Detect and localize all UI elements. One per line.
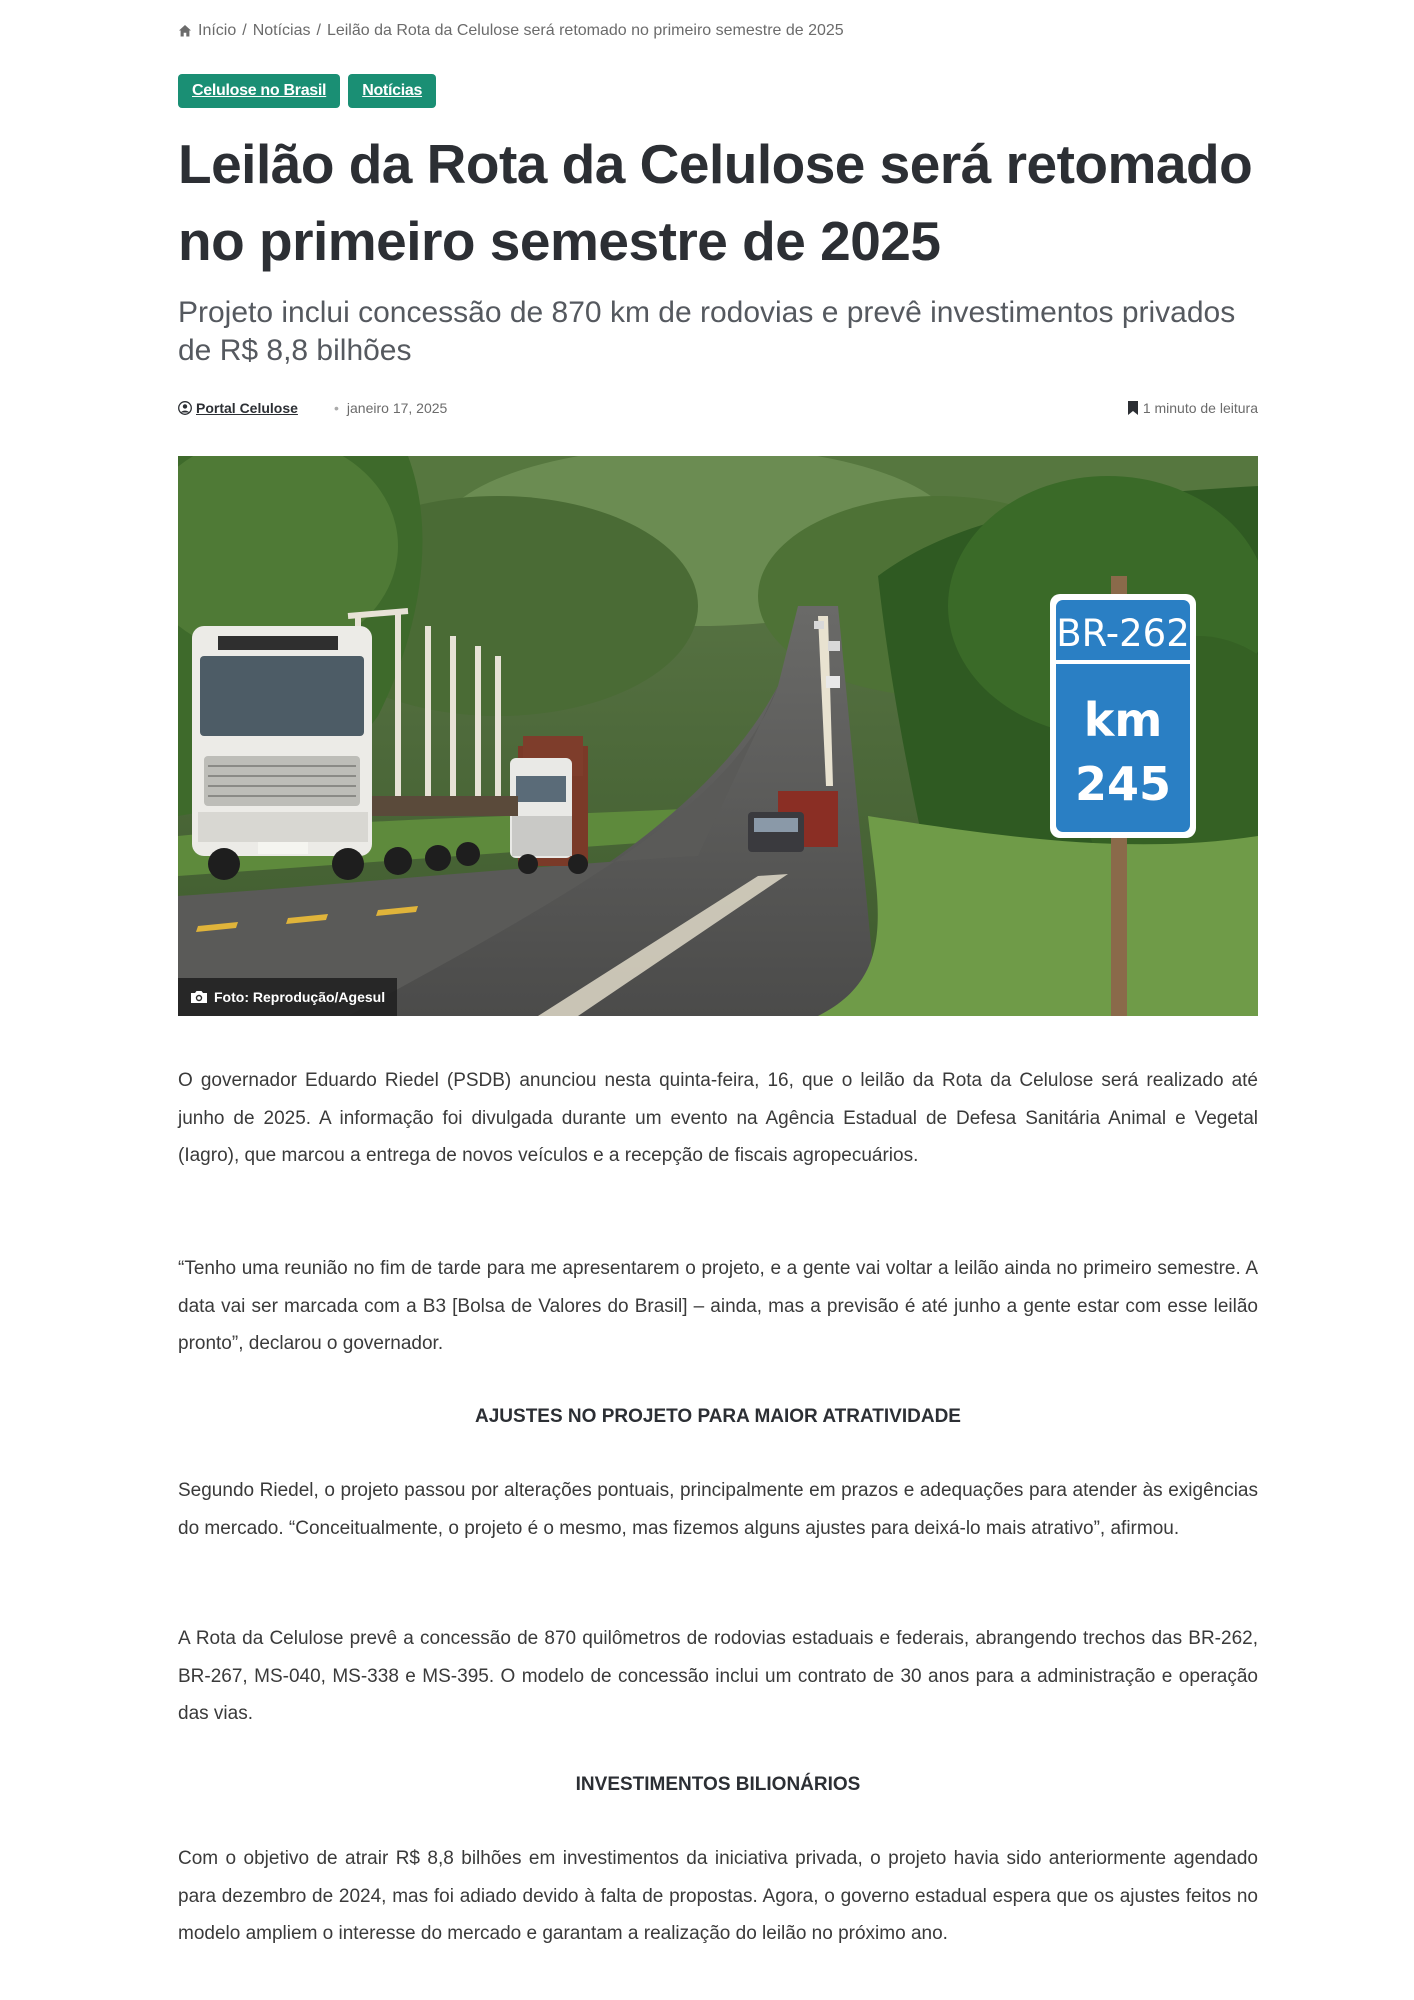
road-photo-illustration bbox=[178, 456, 1258, 1016]
reading-time-label: 1 minuto de leitura bbox=[1142, 400, 1258, 416]
breadcrumb-current: Leilão da Rota da Celulose será retomado no primeiro semestre de 2025 bbox=[326, 22, 844, 39]
article-paragraph: Com o objetivo de atrair R$ 8,8 bilhões em investimentos da iniciativa privada, o projeto havia sido anteriormente agendado para dezembro de 2024, mas foi adiado devido à falta de propostas. Agora, o governo estadual espera que os ajustes feitos no modelo ampliem o interesse do mercado e garantam a realização do leilão no próximo ano. bbox=[178, 1848, 1258, 1944]
article-subtitle: Projeto inclui concessão de 870 km de rodovias e prevê investimentos privados de R$ 8,8 bilhões bbox=[178, 296, 1236, 367]
image-caption bbox=[178, 978, 397, 1016]
article-paragraph: A Rota da Celulose prevê a concessão de 870 quilômetros de rodovias estaduais e federais, abrangendo trechos das BR-262, BR-267, MS-040, MS-338 e MS-395. O modelo de concessão inclui um contrato de 30 anos para a administração e operação das vias. bbox=[178, 1628, 1258, 1724]
article-paragraph: Segundo Riedel, o projeto passou por alterações pontuais, principalmente em prazos e adequações para atender às exigências do mercado. “Conceitualmente, o projeto é o mesmo, mas fizemos alguns ajustes para deixá-lo mais atrativo”, afirmou. bbox=[178, 1480, 1258, 1539]
reading-time bbox=[1127, 400, 1258, 416]
user-icon bbox=[178, 401, 192, 415]
sign-km-label: km bbox=[1083, 693, 1163, 747]
section-heading: AJUSTES NO PROJETO PARA MAIOR ATRATIVIDADE bbox=[475, 1406, 961, 1427]
breadcrumb bbox=[178, 20, 844, 42]
sign-road-number: BR-262 bbox=[1056, 612, 1190, 655]
breadcrumb-separator: / bbox=[242, 22, 247, 39]
featured-image bbox=[178, 456, 1258, 1016]
author-link[interactable] bbox=[178, 400, 298, 416]
breadcrumb-news-link[interactable]: Notícias bbox=[252, 22, 311, 39]
article-title: Leilão da Rota da Celulose será retomado no primeiro semestre de 2025 bbox=[178, 133, 1253, 272]
category-badge-noticias[interactable]: Notícias bbox=[348, 74, 436, 108]
bookmark-icon bbox=[1127, 401, 1139, 415]
section-heading: INVESTIMENTOS BILIONÁRIOS bbox=[575, 1774, 861, 1795]
category-badge-celulose[interactable]: Celulose no Brasil bbox=[178, 74, 340, 108]
article-meta bbox=[178, 400, 1258, 422]
article-paragraph: “Tenho uma reunião no fim de tarde para me apresentarem o projeto, e a gente vai voltar a leilão ainda no primeiro semestre. A data vai ser marcada com a B3 [Bolsa de Valores do Brasil] – ainda, mas a previsão é até junho a gente estar com esse leilão pronto”, declarou o governador. bbox=[178, 1258, 1258, 1354]
breadcrumb-home-link[interactable]: Início bbox=[198, 22, 237, 39]
camera-icon bbox=[190, 990, 208, 1004]
publish-date: • janeiro 17, 2025 bbox=[334, 400, 447, 416]
home-icon bbox=[178, 24, 192, 38]
sign-km-number: 245 bbox=[1074, 757, 1172, 811]
image-caption-text: Foto: Reprodução/Agesul bbox=[214, 989, 386, 1005]
article-paragraph: O governador Eduardo Riedel (PSDB) anunciou nesta quinta-feira, 16, que o leilão da Rota da Celulose será realizado até junho de 2025. A informação foi divulgada durante um evento na Agência Estadual de Defesa Sanitária Animal e Vegetal (Iagro), que marcou a entrega de novos veículos e a recepção de fiscais agropecuários. bbox=[178, 1070, 1258, 1166]
breadcrumb-separator: / bbox=[316, 22, 321, 39]
author-name: Portal Celulose bbox=[196, 400, 298, 416]
category-badges bbox=[178, 74, 436, 108]
